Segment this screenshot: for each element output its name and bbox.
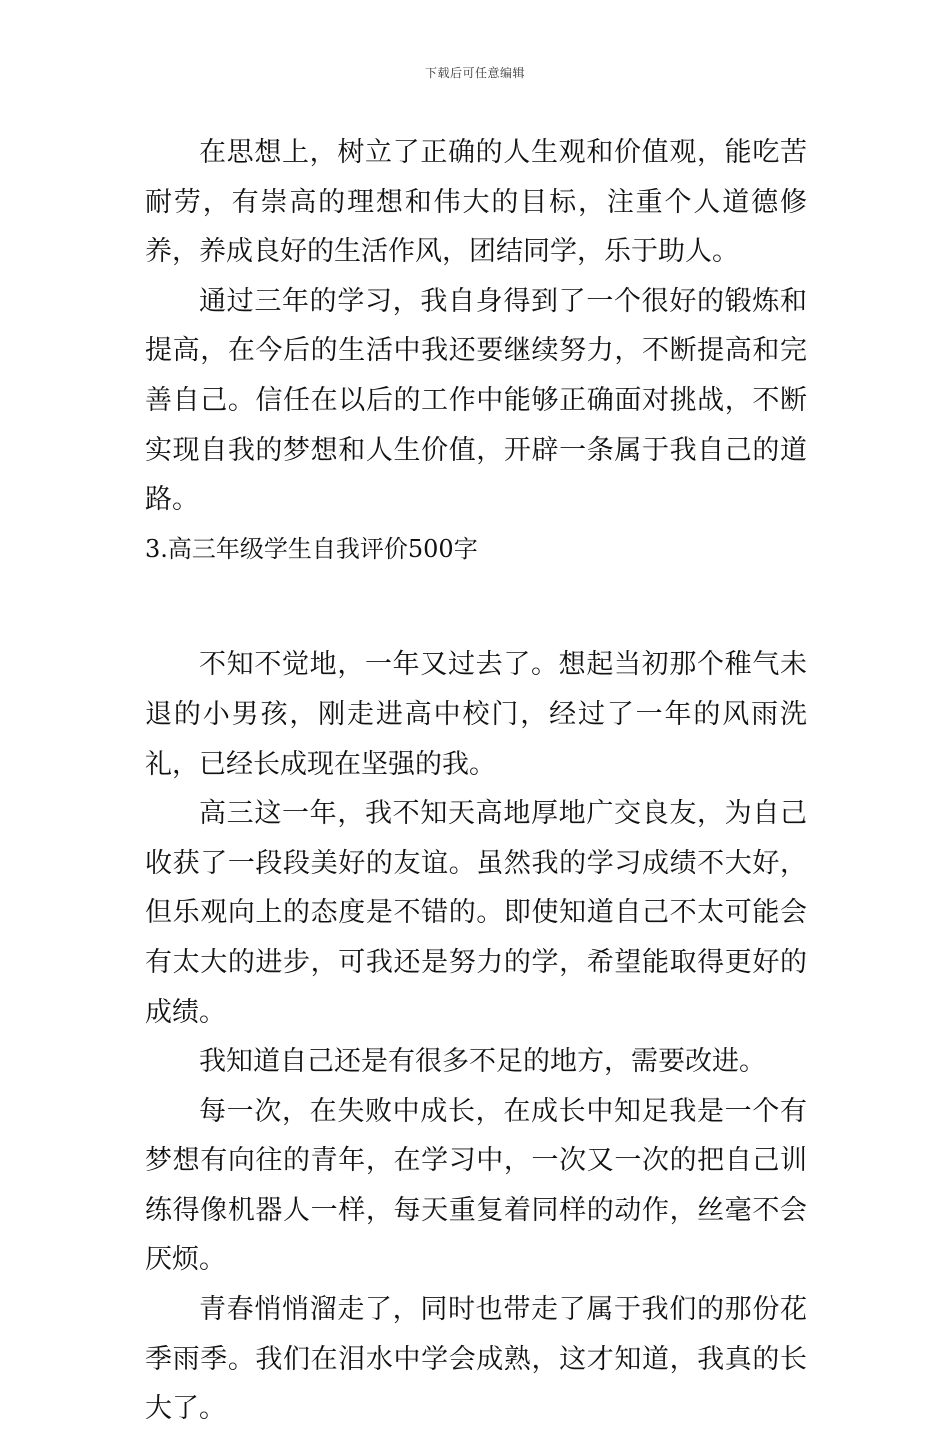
paragraph: 通过三年的学习，我自身得到了一个很好的锻炼和提高，在今后的生活中我还要继续努力，不断提高和完善自己。信任在以后的工作中能够正确面对挑战，不断实现自我的梦想和人生价值，开辟一条属于我自己的道路。 xyxy=(145,285,807,516)
paragraph: 我知道自己还是有很多不足的地方，需要改进。 xyxy=(199,1046,766,1078)
paragraph: 青春悄悄溜走了，同时也带走了属于我们的那份花季雨季。我们在泪水中学会成熟，这才知道，我真的长大了。 xyxy=(145,1294,807,1425)
paragraph: 在思想上，树立了正确的人生观和价值观，能吃苦耐劳，有崇高的理想和伟大的目标，注重个人道德修养，养成良好的生活作风，团结同学，乐于助人。 xyxy=(145,137,807,268)
page-header: 下载后可任意编辑 xyxy=(424,66,525,80)
paragraph: 每一次，在失败中成长，在成长中知足我是一个有梦想有向往的青年，在学习中，一次又一次的把自己训练得像机器人一样，每天重复着同样的动作，丝毫不会厌烦。 xyxy=(145,1095,807,1276)
document-body xyxy=(145,128,807,1434)
spacer xyxy=(145,574,807,640)
paragraph: 不知不觉地，一年又过去了。想起当初那个稚气未退的小男孩，刚走进高中校门，经过了一年的风雨洗礼，已经长成现在坚强的我。 xyxy=(145,649,807,780)
section-heading: 3.高三年级学生自我评价500字 xyxy=(145,534,478,563)
paragraph: 高三这一年，我不知天高地厚地广交良友，为自己收获了一段段美好的友谊。虽然我的学习成绩不大好，但乐观向上的态度是不错的。即使知道自己不太可能会有太大的进步，可我还是努力的学，希望能取得更好的成绩。 xyxy=(145,798,807,1028)
